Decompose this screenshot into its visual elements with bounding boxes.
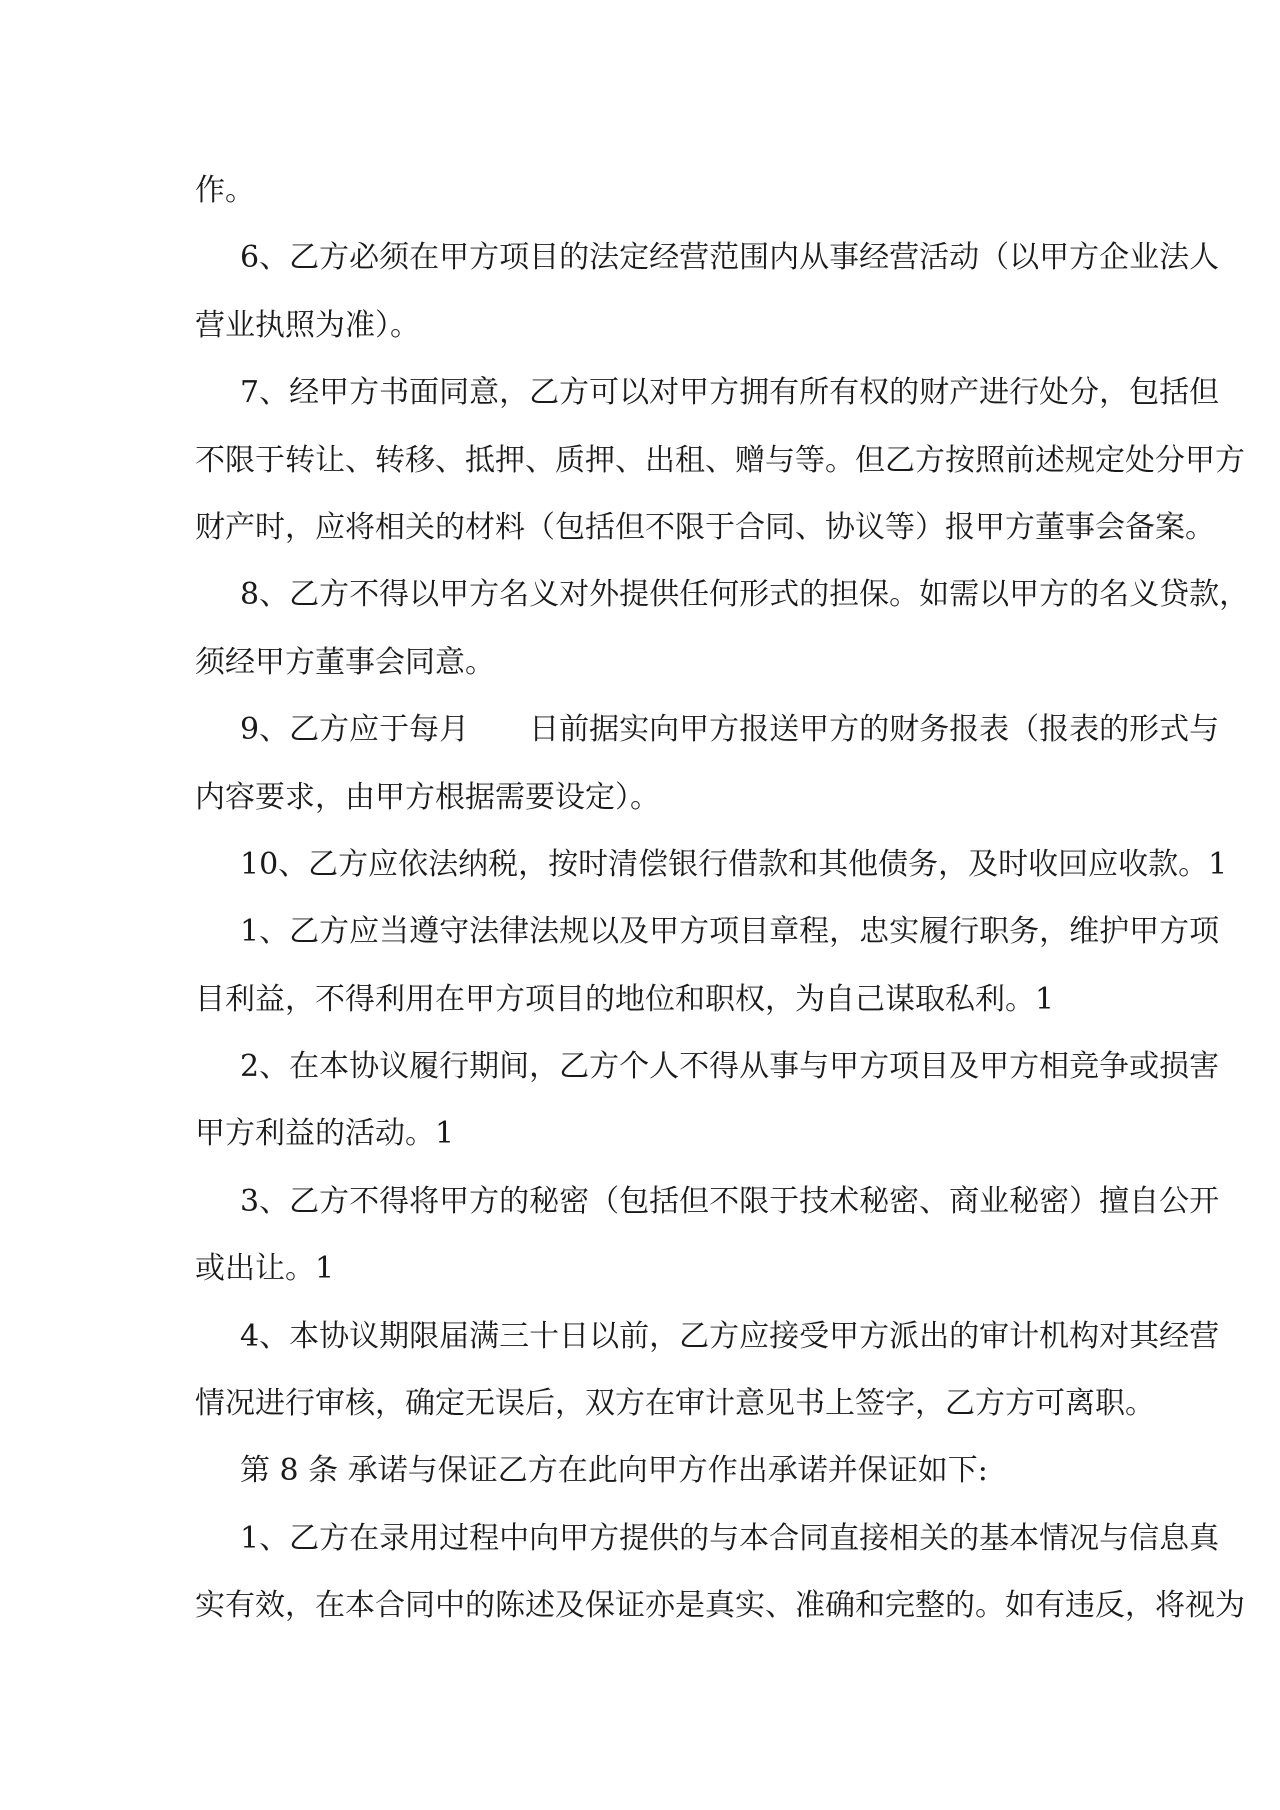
text-line: 3、乙方不得将甲方的秘密（包括但不限于技术秘密、商业秘密）擅自公开 [240, 1183, 1220, 1219]
text-line: 须经甲方董事会同意。 [195, 644, 495, 680]
document-body [195, 157, 1250, 1640]
text-line: 7、经甲方书面同意，乙方可以对甲方拥有所有权的财产进行处分，包括但 [240, 375, 1220, 411]
text-line: 8、乙方不得以甲方名义对外提供任何形式的担保。如需以甲方的名义贷款， [240, 577, 1250, 613]
text-line: 财产时，应将相关的材料（包括但不限于合同、协议等）报甲方董事会备案。 [195, 509, 1215, 545]
text-line: 实有效，在本合同中的陈述及保证亦是真实、准确和完整的。如有违反，将视为 [195, 1588, 1245, 1624]
text-line: 不限于转让、转移、抵押、质押、出租、赠与等。但乙方按照前述规定处分甲方 [195, 442, 1245, 478]
text-line: 内容要求，由甲方根据需要设定）。 [195, 779, 660, 815]
text-line: 9、乙方应于每月 日前据实向甲方报送甲方的财务报表（报表的形式与 [240, 712, 1220, 748]
text-line: 2、在本协议履行期间，乙方个人不得从事与甲方项目及甲方相竞争或损害 [240, 1049, 1220, 1085]
text-line: 1、乙方在录用过程中向甲方提供的与本合同直接相关的基本情况与信息真 [240, 1520, 1220, 1556]
text-line: 情况进行审核，确定无误后，双方在审计意见书上签字，乙方方可离职。 [195, 1386, 1155, 1422]
text-line: 6、乙方必须在甲方项目的法定经营范围内从事经营活动（以甲方企业法人 [240, 240, 1220, 276]
text-line: 营业执照为准）。 [195, 307, 420, 343]
text-line: 1、乙方应当遵守法律法规以及甲方项目章程，忠实履行职务，维护甲方项 [240, 914, 1220, 950]
text-line: 作。 [195, 173, 255, 208]
text-line: 4、本协议期限届满三十日以前，乙方应接受甲方派出的审计机构对其经营 [240, 1318, 1220, 1354]
text-line: 甲方利益的活动。1 [195, 1116, 455, 1152]
text-line: 或出让。1 [195, 1251, 335, 1287]
text-line: 第 8 条 承诺与保证乙方在此向甲方作出承诺并保证如下: [240, 1453, 988, 1489]
text-line: 10、乙方应依法纳税，按时清偿银行借款和其他债务，及时收回应收款。1 [240, 846, 1228, 882]
text-line: 目利益，不得利用在甲方项目的地位和职权，为自己谋取私利。1 [195, 981, 1055, 1017]
